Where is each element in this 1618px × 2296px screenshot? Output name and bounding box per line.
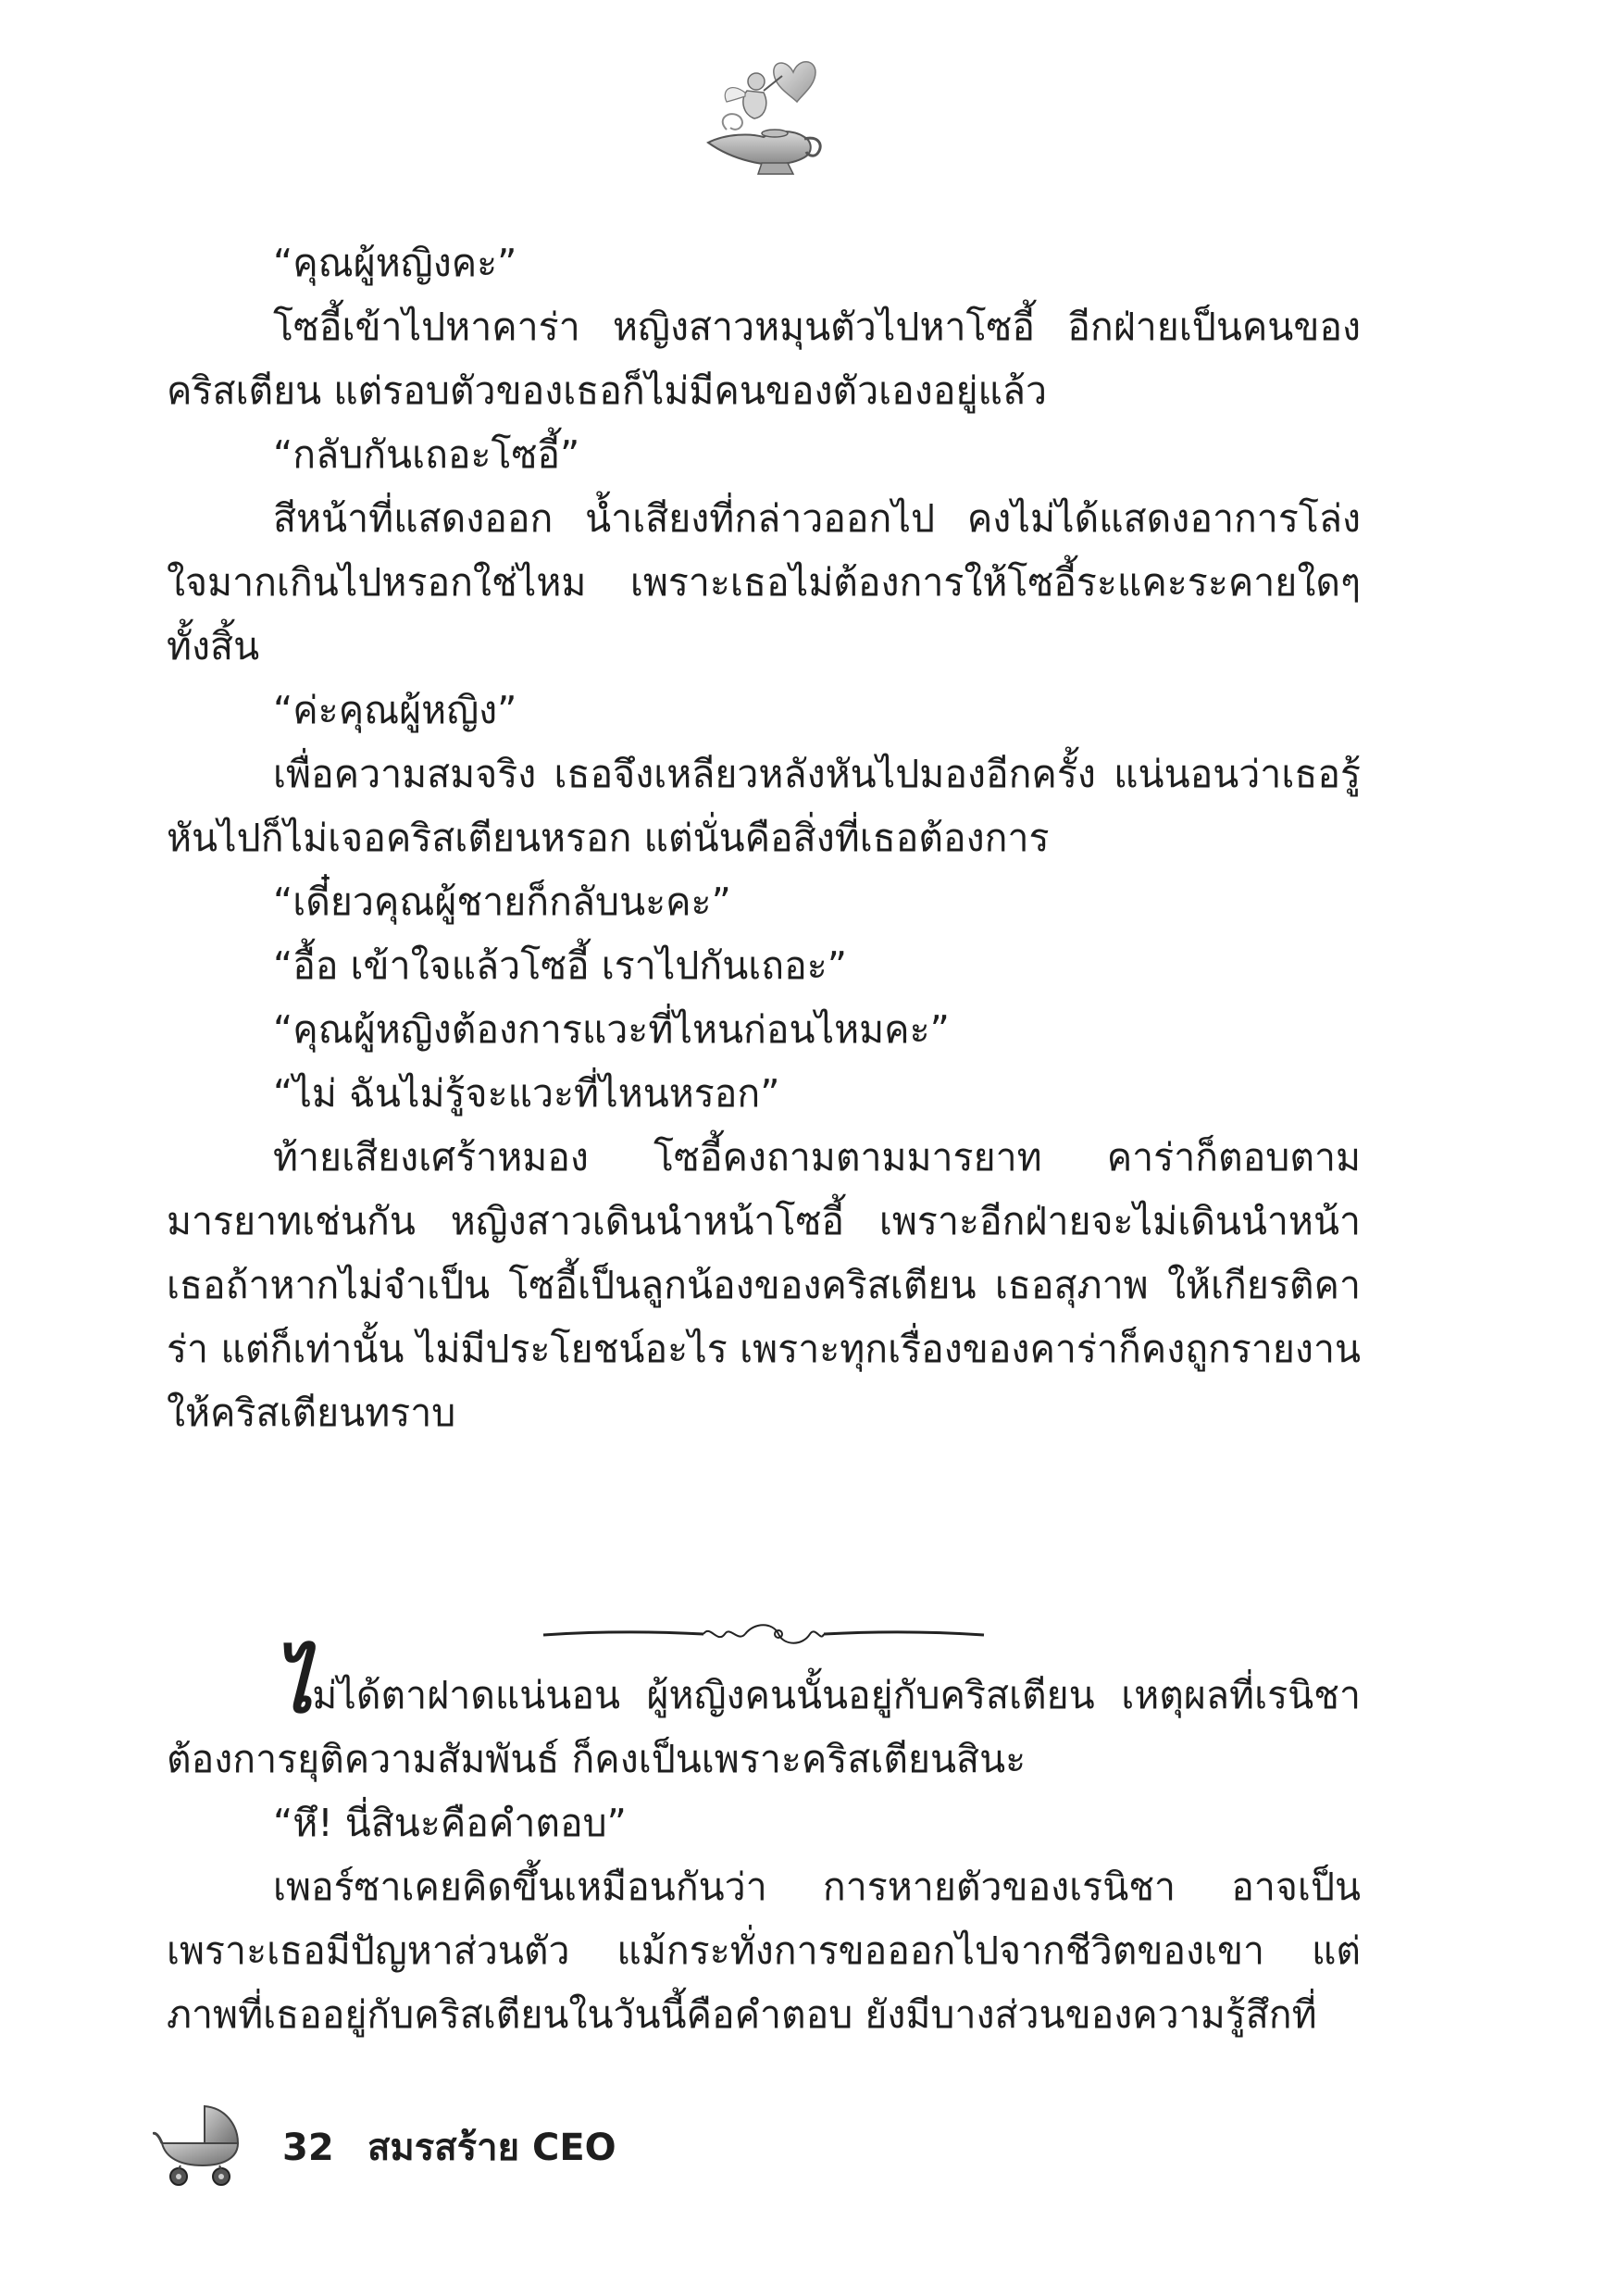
narration-paragraph: โซอี้เข้าไปหาคาร่า หญิงสาวหมุนตัวไปหาโซอี้ อีกฝ่ายเป็นคนของคริสเตียน แต่รอบตัวของเธอก็ไม่มีคนของตัวเองอยู่แล้ว <box>167 305 1361 413</box>
narration-paragraph: เพอร์ซาเคยคิดขึ้นเหมือนกันว่า การหายตัวของเรนิชา อาจเป็นเพราะเธอมีปัญหาส่วนตัว แม้กระทั่งการขอออกไปจากชีวิตของเขา แต่ภาพที่เธออยู่กับคริสเตียนในวันนี้คือคำตอบ ยังมีบางส่วนของความรู้สึกที่ <box>167 1865 1361 2037</box>
story-section-2 <box>167 1639 1361 2047</box>
opening-paragraph-text: ม่ได้ตาฝาดแน่นอน ผู้หญิงคนนั้นอยู่กับคริสเตียน เหตุผลที่เรนิชาต้องการยุติความสัมพันธ์ ก็คงเป็นเพราะคริสเตียนสินะ <box>167 1673 1361 1781</box>
page-number: 32 <box>282 2127 334 2169</box>
dialogue-line: “กลับกันเถอะโซอี้” <box>273 432 580 477</box>
narration-paragraph: เพื่อความสมจริง เธอจึงเหลียวหลังหันไปมองอีกครั้ง แน่นอนว่าเธอรู้ หันไปก็ไม่เจอคริสเตียนหรอก แต่นั่นคือสิ่งที่เธอต้องการ <box>167 752 1361 860</box>
dialogue-line: “ไม่ ฉันไม่รู้จะแวะที่ไหนหรอก” <box>273 1071 780 1116</box>
narration-paragraph: สีหน้าที่แสดงออก น้ำเสียงที่กล่าวออกไป คงไม่ได้แสดงอาการโล่งใจมากเกินไปหรอกใช่ไหม เพราะเธอไม่ต้องการให้โซอี้ระแคะระคายใดๆ ทั้งสิ้น <box>167 496 1361 668</box>
book-title: สมรสร้าย CEO <box>367 2127 616 2169</box>
dialogue-line: “ค่ะคุณผู้หญิง” <box>273 688 517 732</box>
dialogue-line: “เดี๋ยวคุณผู้ชายก็กลับนะคะ” <box>273 880 731 924</box>
drop-cap: ไ <box>273 1639 313 1730</box>
dialogue-line: “หึ! นี่สินะคือคำตอบ” <box>273 1801 627 1845</box>
page-footer <box>153 2097 801 2190</box>
dialogue-line: “อื้อ เข้าใจแล้วโซอี้ เราไปกันเถอะ” <box>273 943 847 988</box>
opening-paragraph <box>167 1639 1361 1791</box>
narration-paragraph: ท้ายเสียงเศร้าหมอง โซอี้คงถามตามมารยาท คาร่าก็ตอบตามมารยาทเช่นกัน หญิงสาวเดินนำหน้าโซอี้ เพราะอีกฝ่ายจะไม่เดินนำหน้าเธอถ้าหากไม่จำเป็น โซอี้เป็นลูกน้องของคริสเตียน เธอสุภาพ ให้เกียรติคาร่า แต่ก็เท่านั้น ไม่มีประโยชน์อะไร เพราะทุกเรื่องของคาร่าก็คงถูกรายงานให้คริสเตียนทราบ <box>167 1135 1361 1435</box>
dialogue-line: “คุณผู้หญิงคะ” <box>273 241 517 285</box>
story-section-1 <box>167 231 1361 1445</box>
dialogue-line: “คุณผู้หญิงต้องการแวะที่ไหนก่อนไหมคะ” <box>273 1007 950 1052</box>
baby-carriage-icon <box>153 2097 245 2190</box>
cupid-teapot-icon <box>690 44 838 183</box>
ornamental-divider-icon <box>541 1618 986 1652</box>
